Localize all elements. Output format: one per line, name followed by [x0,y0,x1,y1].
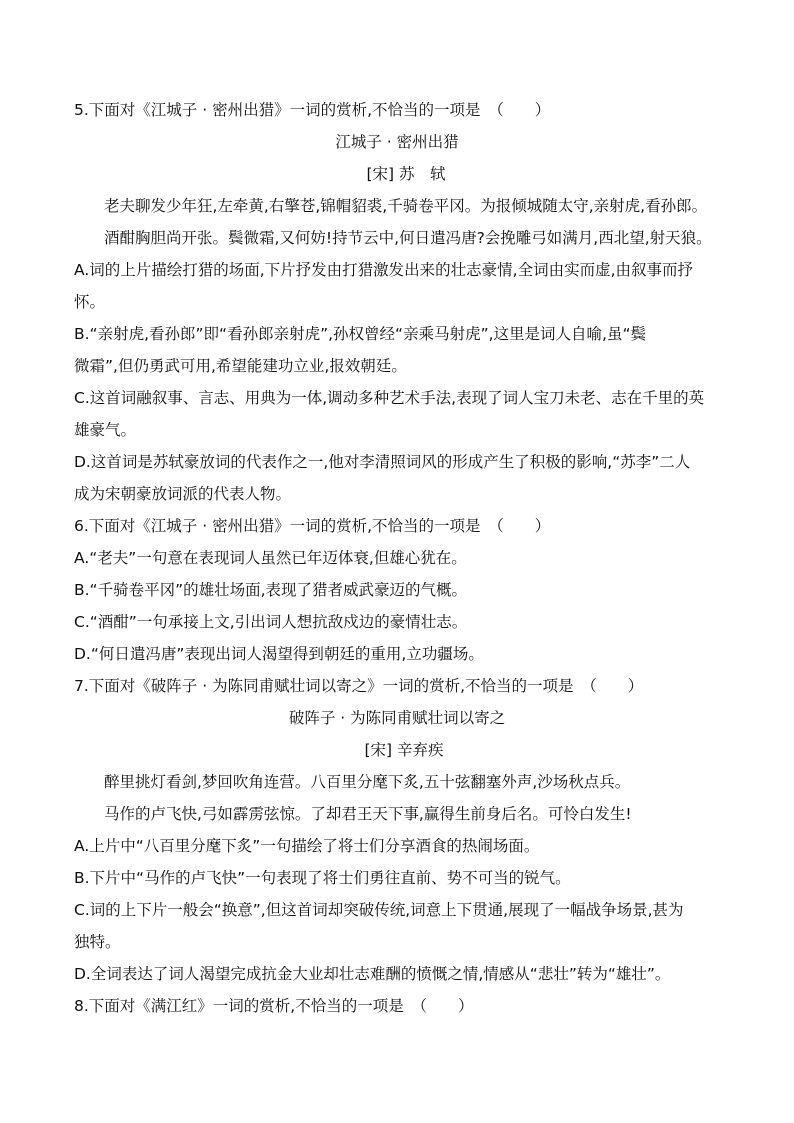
question-5-option-a: A.词的上片描绘打猎的场面,下片抒发由打猎激发出来的壮志豪情,全词由实而虚,由叙事而抒 [74,261,694,279]
question-7-stem: 7.下面对《破阵子 · 为陈同甫赋壮词以寄之》一词的赏析,不恰当的一项是 （ ） [74,677,644,695]
question-5-poem-title: 江城子 · 密州出猎 [335,133,459,151]
question-7-poem-author: [宋] 辛弃疾 [364,741,444,759]
question-7-poem-line: 马作的卢飞快,弓如霹雳弦惊。了却君王天下事,赢得生前身后名。可怜白发生! [104,805,632,823]
question-7-poem-line: 醉里挑灯看剑,梦回吹角连营。八百里分麾下炙,五十弦翻塞外声,沙场秋点兵。 [104,773,631,791]
question-6-option-a: A.“老夫”一句意在表现词人虽然已年迈体衰,但雄心犹在。 [74,549,467,567]
question-7-option-c: C.词的上下片一般会“换意”,但这首词却突破传统,词意上下贯通,展现了一幅战争场景,甚为 [74,901,684,919]
question-5-poem-line: 老夫聊发少年狂,左牵黄,右擎苍,锦帽貂裘,千骑卷平冈。为报倾城随太守,亲射虎,看孙郎。 [104,197,708,215]
question-5-poem-line: 酒酣胸胆尚开张。鬓微霜,又何妨!持节云中,何日遣冯唐?会挽雕弓如满月,西北望,射天狼。 [104,229,712,247]
question-8-stem: 8.下面对《满江红》一词的赏析,不恰当的一项是 （ ） [74,997,474,1015]
question-5-option-c-cont: 雄豪气。 [74,421,137,439]
question-5-option-d: D.这首词是苏轼豪放词的代表作之一,他对李清照词风的形成产生了积极的影响,“苏李”二人 [74,453,691,471]
question-7-option-a: A.上片中“八百里分麾下炙”一句描绘了将士们分享酒食的热闹场面。 [74,837,540,855]
question-6-option-d: D.“何日遣冯唐”表现出词人渴望得到朝廷的重用,立功疆场。 [74,645,484,663]
question-7-option-c-cont: 独特。 [74,933,121,951]
question-5-option-d-cont: 成为宋朝豪放词派的代表人物。 [74,485,292,503]
question-5-option-b-cont: 微霜”,但仍勇武可用,希望能建功立业,报效朝廷。 [74,357,407,375]
question-5-poem-author: [宋] 苏 轼 [366,165,446,183]
question-7-option-d: D.全词表达了词人渴望完成抗金大业却壮志难酬的愤慨之情,情感从“悲壮”转为“雄壮”。 [74,965,671,983]
question-6-option-b: B.“千骑卷平冈”的雄壮场面,表现了猎者威武豪迈的气概。 [74,581,468,599]
question-7-poem-title: 破阵子 · 为陈同甫赋壮词以寄之 [288,709,506,727]
question-6-option-c: C.“酒酣”一句承接上文,引出词人想抗敌戍边的豪情壮志。 [74,613,468,631]
question-5-option-a-cont: 怀。 [74,293,106,311]
question-5-option-c: C.这首词融叙事、言志、用典为一体,调动多种艺术手法,表现了词人宝刀未老、志在千里的英 [74,389,705,407]
question-6-stem: 6.下面对《江城子 · 密州出猎》一词的赏析,不恰当的一项是 （ ） [74,517,551,535]
question-5-stem: 5.下面对《江城子 · 密州出猎》一词的赏析,不恰当的一项是 （ ） [74,101,551,119]
question-7-option-b: B.下片中“马作的卢飞快”一句表现了将士们勇往直前、势不可当的锐气。 [74,869,571,887]
question-5-option-b: B.“亲射虎,看孙郎”即“看孙郎亲射虎”,孙权曾经“亲乘马射虎”,这里是词人自喻,虽“鬓 [74,325,646,343]
